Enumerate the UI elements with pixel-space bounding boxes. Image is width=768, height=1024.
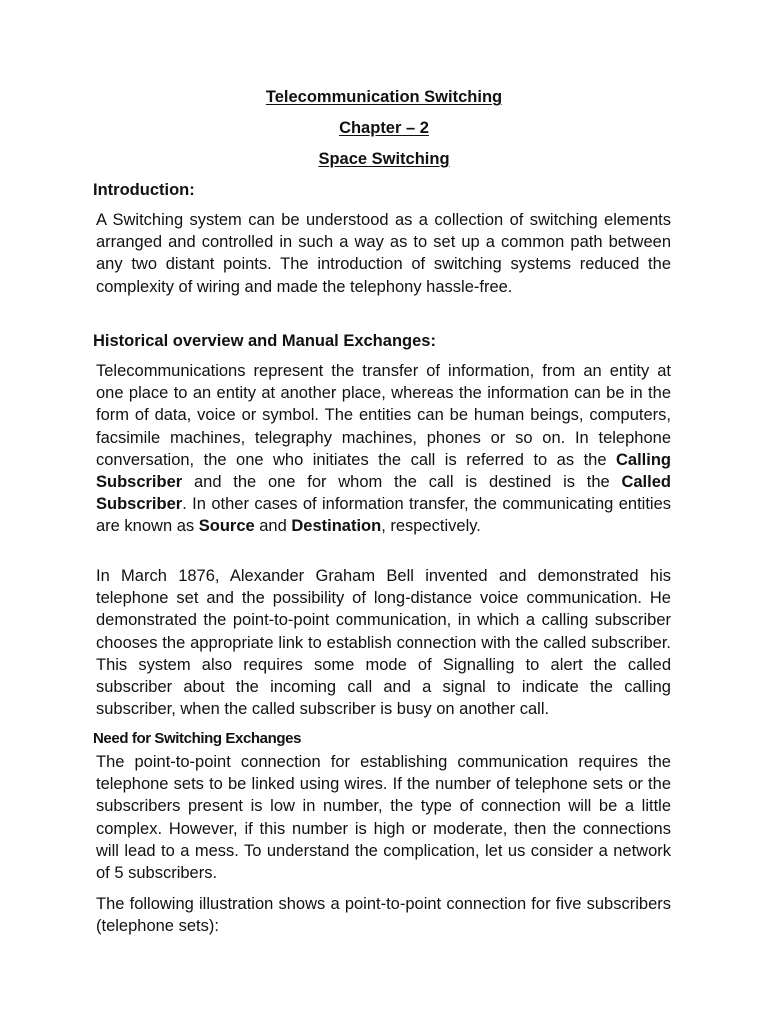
historical-overview-heading: Historical overview and Manual Exchanges:: [93, 332, 436, 350]
source-term: Source: [198, 517, 255, 536]
telecommunications-paragraph: [96, 360, 671, 538]
destination-term: Destination: [291, 517, 382, 536]
text-run: , respectively.: [381, 517, 481, 536]
chapter-label: Chapter – 2: [339, 119, 429, 137]
text-run: and: [254, 517, 292, 536]
called-subscriber-term: Called Subscriber: [96, 473, 671, 514]
chapter-subtitle: Space Switching: [318, 150, 450, 168]
introduction-heading: Introduction:: [93, 181, 195, 199]
text-run: Telecommunications represent the transfer of information, from an entity at one place to an entity at another place, whereas the information can be in the form of data, voice or symbol. The entities can be human beings, computers, facsimile machines, telegraphy machines, phones or so on. In telephone conversation, the one who initiates the call is referred to as the: [96, 362, 671, 469]
bell-history-paragraph: In March 1876, Alexander Graham Bell invented and demonstrated his telephone set and the possibility of long-distance voice communication. He demonstrated the point-to-point communication, in which a calling subscriber chooses the appropriate link to establish connection with the called subscriber. This system also requires some mode of Signalling to alert the called subscriber about the incoming call and a signal to indicate the calling subscriber, when the called subscriber is busy on another call.: [96, 567, 671, 719]
text-run: . In other cases of information transfer, the communicating entities are known as: [96, 495, 671, 536]
document-title: Telecommunication Switching: [265, 88, 503, 106]
point-to-point-paragraph: The point-to-point connection for establishing communication requires the telephone sets to be linked using wires. If the number of telephone sets or the subscribers present is low in number, the type of connection will be a little complex. However, if this number is high or moderate, then the connections will lead to a mess. To understand the complication, let us consider a network of 5 subscribers.: [96, 753, 671, 883]
text-run: and the one for whom the call is destined is the: [182, 473, 622, 492]
calling-subscriber-term: Calling Subscriber: [96, 450, 671, 492]
need-for-switching-heading: Need for Switching Exchanges: [93, 730, 302, 747]
introduction-paragraph: A Switching system can be understood as a collection of switching elements arranged and controlled in such a way as to set up a common path between any two distant points. The introduction of switching systems reduced the complexity of wiring and made the telephony hassle-free.: [96, 211, 671, 296]
illustration-intro-paragraph: The following illustration shows a point-to-point connection for five subscribers (telephone sets):: [96, 895, 671, 936]
